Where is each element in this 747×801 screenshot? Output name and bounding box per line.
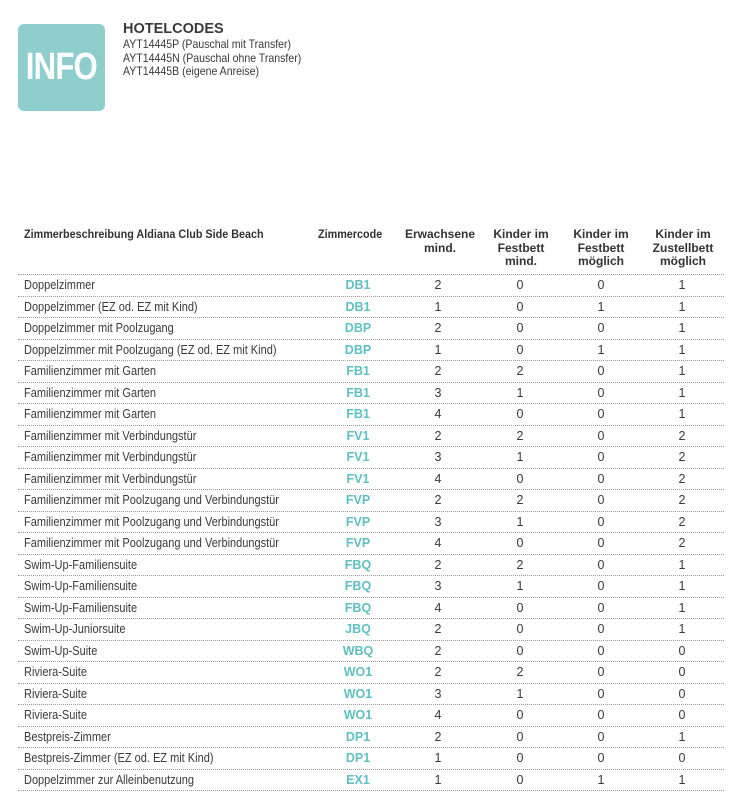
adults-min-cell: 2: [434, 665, 442, 679]
room-code-cell: FB1: [346, 407, 370, 421]
info-badge: [18, 24, 105, 111]
kids-extra-possible-cell: 1: [678, 407, 686, 421]
header-kids-fixed-min: [481, 228, 561, 269]
header-kids-fixed-possible-line: Festbett: [577, 240, 625, 255]
room-description-cell: Swim-Up-Suite: [24, 643, 98, 658]
adults-min-cell: 2: [434, 364, 442, 378]
room-code-cell: WBQ: [342, 643, 374, 658]
room-code-cell: FBQ: [344, 557, 372, 572]
room-description-cell: Swim-Up-Familiensuite: [24, 557, 138, 572]
room-code-cell: FVP: [345, 536, 371, 550]
kids-extra-possible-cell: 2: [678, 514, 686, 529]
room-code-cell: FVP: [345, 493, 371, 507]
table-row: [18, 705, 724, 727]
kids-fixed-min-cell: 0: [516, 407, 524, 421]
table-row: [18, 447, 724, 469]
kids-fixed-possible-cell: 0: [597, 579, 605, 593]
kids-extra-possible-cell: 2: [678, 450, 686, 464]
kids-fixed-possible-cell: 0: [597, 364, 605, 378]
kids-fixed-min-cell: 2: [516, 493, 524, 507]
kids-extra-possible-cell: 1: [678, 622, 686, 636]
kids-extra-possible-cell: 2: [678, 493, 686, 507]
kids-fixed-min-cell: 1: [516, 450, 524, 464]
room-code-cell: DBP: [344, 342, 372, 357]
kids-extra-possible-cell: 2: [678, 428, 686, 443]
adults-min-cell: 2: [434, 729, 442, 744]
room-description-cell: Familienzimmer mit Verbindungstür: [24, 450, 197, 464]
adults-min-cell: 2: [434, 428, 442, 443]
adults-min-cell: 1: [434, 751, 442, 765]
header-adults-line: mind.: [424, 240, 456, 255]
table-row: [18, 361, 724, 383]
table-row: [18, 533, 724, 555]
kids-fixed-min-cell: 0: [516, 536, 524, 550]
room-code-cell: FBQ: [344, 579, 372, 593]
room-description-cell: Riviera-Suite: [24, 665, 87, 679]
adults-min-cell: 4: [434, 708, 442, 722]
kids-fixed-possible-cell: 0: [597, 471, 605, 486]
table-row: [18, 340, 724, 362]
room-description-cell: Swim-Up-Juniorsuite: [24, 622, 126, 636]
room-description-cell: Familienzimmer mit Garten: [24, 407, 157, 421]
room-description-cell: Doppelzimmer (EZ od. EZ mit Kind): [24, 299, 198, 314]
kids-fixed-possible-cell: 0: [597, 622, 605, 636]
table-row: [18, 641, 724, 663]
table-row: [18, 318, 724, 340]
header-description: Zimmerbeschreibung Aldiana Club Side Beach: [24, 227, 264, 241]
table-row: [18, 426, 724, 448]
room-description-cell: Bestpreis-Zimmer: [24, 729, 111, 744]
kids-fixed-min-cell: 1: [516, 686, 524, 701]
table-row: [18, 404, 724, 426]
kids-fixed-possible-cell: 0: [597, 686, 605, 701]
kids-fixed-min-cell: 2: [516, 364, 524, 378]
kids-extra-possible-cell: 2: [678, 536, 686, 550]
adults-min-cell: 3: [434, 450, 442, 464]
kids-fixed-possible-cell: 0: [597, 557, 605, 572]
header-kids-fixed-min-line: Kinder im: [493, 227, 549, 241]
kids-fixed-min-cell: 0: [516, 772, 524, 787]
room-description-cell: Doppelzimmer mit Poolzugang (EZ od. EZ mit Kind): [24, 342, 277, 357]
room-description-cell: Doppelzimmer zur Alleinbenutzung: [24, 772, 194, 787]
kids-extra-possible-cell: 1: [678, 557, 686, 572]
kids-extra-possible-cell: 0: [678, 665, 686, 679]
room-description-cell: Familienzimmer mit Verbindungstür: [24, 471, 197, 486]
table-header: [18, 224, 724, 275]
kids-fixed-possible-cell: 0: [597, 665, 605, 679]
kids-fixed-possible-cell: 0: [597, 493, 605, 507]
table-row: [18, 555, 724, 577]
adults-min-cell: 2: [434, 321, 442, 335]
kids-fixed-min-cell: 0: [516, 342, 524, 357]
kids-fixed-min-cell: 0: [516, 622, 524, 636]
hotelcodes-title: HOTELCODES: [123, 21, 224, 37]
adults-min-cell: 1: [434, 299, 442, 314]
kids-fixed-min-cell: 0: [516, 643, 524, 658]
kids-fixed-possible-cell: 0: [597, 514, 605, 529]
room-code-cell: WO1: [343, 708, 373, 722]
hotelcode-line: AYT14445B (eigene Anreise): [123, 64, 260, 78]
kids-fixed-possible-cell: 1: [597, 772, 605, 787]
table-row: [18, 469, 724, 491]
kids-fixed-possible-cell: 0: [597, 643, 605, 658]
room-code-cell: DB1: [345, 278, 371, 292]
adults-min-cell: 2: [434, 278, 442, 292]
kids-fixed-min-cell: 0: [516, 708, 524, 722]
adults-min-cell: 4: [434, 471, 442, 486]
room-description-cell: Doppelzimmer mit Poolzugang: [24, 321, 174, 335]
adults-min-cell: 3: [434, 579, 442, 593]
room-code-cell: FBQ: [344, 600, 372, 615]
kids-fixed-possible-cell: 0: [597, 428, 605, 443]
room-description-cell: Familienzimmer mit Poolzugang und Verbindungstür: [24, 514, 279, 529]
room-code-cell: WO1: [343, 665, 373, 679]
header-adults: [400, 228, 480, 255]
hotelcodes-block: [123, 21, 326, 79]
kids-extra-possible-cell: 1: [678, 772, 686, 787]
kids-extra-possible-cell: 1: [678, 278, 686, 292]
kids-fixed-possible-cell: 0: [597, 321, 605, 335]
header-kids-fixed-possible-line: Kinder im: [573, 227, 629, 241]
room-code-cell: EX1: [346, 772, 370, 787]
table-row: [18, 727, 724, 749]
room-code-cell: DBP: [344, 321, 372, 335]
room-code-cell: FVP: [345, 514, 371, 529]
kids-fixed-possible-cell: 0: [597, 385, 605, 400]
info-label: INFO: [25, 46, 98, 88]
hotelcode-line: AYT14445P (Pauschal mit Transfer): [123, 37, 292, 51]
adults-min-cell: 3: [434, 686, 442, 701]
table-row: [18, 490, 724, 512]
table-row: [18, 662, 724, 684]
header-kids-fixed-min-line: mind.: [505, 254, 537, 268]
kids-extra-possible-cell: 1: [678, 579, 686, 593]
kids-fixed-min-cell: 1: [516, 579, 524, 593]
room-code-cell: FV1: [346, 450, 370, 464]
kids-extra-possible-cell: 1: [678, 342, 686, 357]
kids-extra-possible-cell: 1: [678, 299, 686, 314]
kids-fixed-possible-cell: 0: [597, 729, 605, 744]
kids-fixed-min-cell: 2: [516, 557, 524, 572]
kids-fixed-min-cell: 0: [516, 600, 524, 615]
kids-fixed-min-cell: 2: [516, 428, 524, 443]
header-kids-fixed-possible: [561, 228, 641, 269]
table-body: [18, 275, 724, 791]
kids-extra-possible-cell: 2: [678, 471, 686, 486]
adults-min-cell: 2: [434, 557, 442, 572]
kids-fixed-possible-cell: 0: [597, 600, 605, 615]
kids-fixed-possible-cell: 0: [597, 278, 605, 292]
kids-fixed-possible-cell: 0: [597, 751, 605, 765]
kids-extra-possible-cell: 0: [678, 686, 686, 701]
room-description-cell: Familienzimmer mit Verbindungstür: [24, 428, 197, 443]
room-code-cell: FV1: [346, 471, 370, 486]
kids-extra-possible-cell: 1: [678, 600, 686, 615]
adults-min-cell: 2: [434, 622, 442, 636]
adults-min-cell: 1: [434, 772, 442, 787]
room-code-cell: FB1: [346, 385, 370, 400]
kids-fixed-min-cell: 0: [516, 751, 524, 765]
kids-extra-possible-cell: 1: [678, 385, 686, 400]
kids-fixed-min-cell: 2: [516, 665, 524, 679]
table-row: [18, 576, 724, 598]
adults-min-cell: 3: [434, 514, 442, 529]
header-kids-extra-possible-line: möglich: [659, 254, 706, 268]
kids-fixed-min-cell: 0: [516, 321, 524, 335]
kids-extra-possible-cell: 1: [678, 729, 686, 744]
adults-min-cell: 4: [434, 600, 442, 615]
header-kids-fixed-min-line: Festbett: [497, 240, 545, 255]
room-code-cell: FB1: [346, 364, 370, 378]
table-row: [18, 383, 724, 405]
room-code-cell: WO1: [343, 686, 373, 701]
room-code-cell: DP1: [345, 729, 371, 744]
header-code: Zimmercode: [318, 227, 383, 241]
adults-min-cell: 4: [434, 407, 442, 421]
adults-min-cell: 2: [434, 643, 442, 658]
adults-min-cell: 4: [434, 536, 442, 550]
kids-fixed-min-cell: 1: [516, 385, 524, 400]
room-description-cell: Familienzimmer mit Garten: [24, 385, 157, 400]
room-description-cell: Familienzimmer mit Poolzugang und Verbindungstür: [24, 493, 279, 507]
room-description-cell: Familienzimmer mit Garten: [24, 364, 157, 378]
kids-fixed-min-cell: 0: [516, 471, 524, 486]
table-row: [18, 684, 724, 706]
header-kids-fixed-possible-line: möglich: [577, 254, 624, 268]
kids-fixed-possible-cell: 0: [597, 536, 605, 550]
header-adults-line: Erwachsene: [404, 227, 476, 241]
room-table: [18, 224, 724, 791]
room-code-cell: JBQ: [345, 622, 371, 636]
kids-extra-possible-cell: 1: [678, 321, 686, 335]
kids-fixed-possible-cell: 1: [597, 299, 605, 314]
kids-extra-possible-cell: 1: [678, 364, 686, 378]
room-description-cell: Familienzimmer mit Poolzugang und Verbindungstür: [24, 536, 279, 550]
table-row: [18, 297, 724, 319]
kids-fixed-possible-cell: 0: [597, 450, 605, 464]
room-description-cell: Riviera-Suite: [24, 686, 87, 701]
table-row: [18, 770, 724, 792]
room-description-cell: Swim-Up-Familiensuite: [24, 579, 138, 593]
room-code-cell: FV1: [346, 428, 370, 443]
kids-extra-possible-cell: 0: [678, 643, 686, 658]
kids-fixed-possible-cell: 0: [597, 407, 605, 421]
room-description-cell: Riviera-Suite: [24, 708, 87, 722]
table-row: [18, 598, 724, 620]
room-description-cell: Swim-Up-Familiensuite: [24, 600, 138, 615]
room-description-cell: Bestpreis-Zimmer (EZ od. EZ mit Kind): [24, 751, 214, 765]
kids-extra-possible-cell: 0: [678, 708, 686, 722]
kids-fixed-min-cell: 0: [516, 729, 524, 744]
adults-min-cell: 3: [434, 385, 442, 400]
table-row: [18, 748, 724, 770]
adults-min-cell: 2: [434, 493, 442, 507]
kids-extra-possible-cell: 0: [678, 751, 686, 765]
room-description-cell: Doppelzimmer: [24, 278, 95, 292]
table-row: [18, 619, 724, 641]
hotelcode-line: AYT14445N (Pauschal ohne Transfer): [123, 50, 302, 65]
table-row: [18, 275, 724, 297]
kids-fixed-possible-cell: 1: [597, 342, 605, 357]
kids-fixed-possible-cell: 0: [597, 708, 605, 722]
adults-min-cell: 1: [434, 342, 442, 357]
kids-fixed-min-cell: 1: [516, 514, 524, 529]
kids-fixed-min-cell: 0: [516, 299, 524, 314]
room-code-cell: DP1: [345, 751, 371, 765]
kids-fixed-min-cell: 0: [516, 278, 524, 292]
room-code-cell: DB1: [345, 299, 371, 314]
header-kids-extra-possible: [643, 228, 723, 269]
header-kids-extra-possible-line: Kinder im: [655, 227, 711, 241]
header-kids-extra-possible-line: Zustellbett: [652, 240, 714, 255]
table-row: [18, 512, 724, 534]
